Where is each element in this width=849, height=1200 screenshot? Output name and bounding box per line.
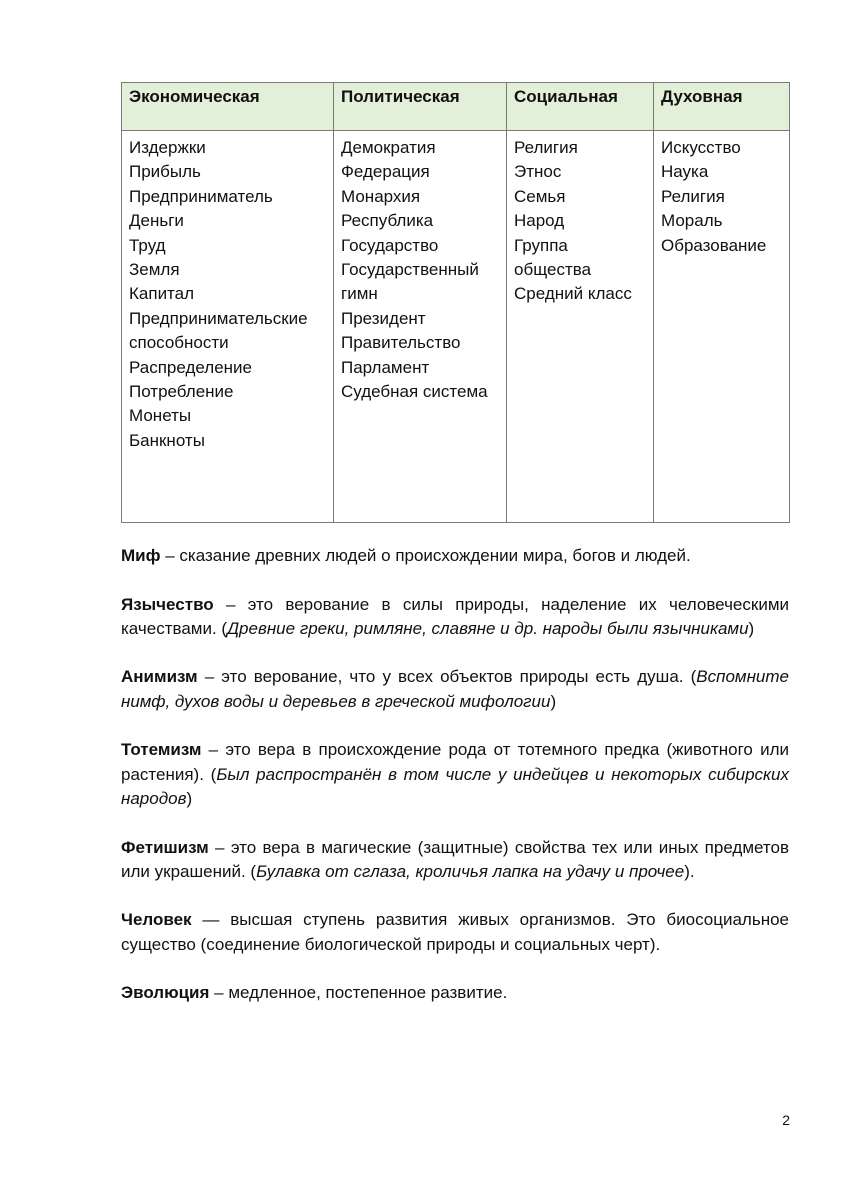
definition-tail: ). xyxy=(684,861,695,881)
table-cell-item: Предпринимательские xyxy=(129,308,308,328)
definition-term: Миф xyxy=(121,546,161,565)
definition-text: – это верование, что у всех объектов природы есть душа. ( xyxy=(197,667,697,687)
table-body-row xyxy=(122,131,790,523)
political-terms-cell xyxy=(334,131,507,523)
header-political: Политическая xyxy=(334,83,507,131)
table-cell-item: Религия xyxy=(661,186,725,206)
table-cell-item: Судебная система xyxy=(341,382,488,402)
definitions-section xyxy=(121,544,789,1030)
table-cell-item: Мораль xyxy=(661,211,723,231)
definition-text: – это верование в силы природы, наделение их человеческими качествами. ( xyxy=(121,594,789,638)
table-cell-item: Народ xyxy=(514,211,565,231)
definition-paragraph xyxy=(121,836,789,885)
definition-example: Был распространён в том числе у индейцев и некоторых сибирских народов xyxy=(121,764,789,808)
definition-paragraph xyxy=(121,981,789,1005)
table-cell-item: Банкноты xyxy=(129,430,205,450)
table-cell-item: Парламент xyxy=(341,357,430,377)
table-cell-item: Монархия xyxy=(341,186,421,206)
table-cell-item: Предприниматель xyxy=(129,186,273,206)
spheres-table xyxy=(121,82,790,523)
table-cell-item: Президент xyxy=(341,308,426,328)
header-social: Социальная xyxy=(507,83,654,131)
definition-tail: ) xyxy=(550,691,557,711)
definition-paragraph xyxy=(121,738,789,811)
definition-term: Человек xyxy=(121,910,192,930)
table-cell-item: Монеты xyxy=(129,406,192,426)
definition-example: Булавка от сглаза, кроличья лапка на удачу и прочее xyxy=(256,861,685,881)
definition-text: – это вера в происхождение рода от тотемного предка (животного или растения). ( xyxy=(121,740,789,784)
header-spiritual: Духовная xyxy=(654,83,790,131)
table-cell-item: Потребление xyxy=(129,382,234,402)
table-cell-item: Деньги xyxy=(129,211,184,231)
definition-example: Древние греки, римляне, славяне и др. народы были язычниками xyxy=(227,618,749,638)
definition-text: — высшая ступень развития живых организмов. Это биосоциальное существо (соединение биологической природы и социальных черт). xyxy=(121,910,789,954)
table-cell-item: Демократия xyxy=(341,138,436,157)
definition-term: Фетишизм xyxy=(121,837,209,857)
definition-text: – это вера в магические (защитные) свойства тех или иных предметов или украшений. ( xyxy=(121,837,789,881)
definition-term: Анимизм xyxy=(121,667,198,687)
table-cell-item: Образование xyxy=(661,235,767,255)
table-cell-item: Распределение xyxy=(129,357,252,377)
definition-paragraph xyxy=(121,544,789,568)
table-cell-item: Государственный xyxy=(341,260,479,280)
definition-example: Вспомните нимф, духов воды и деревьев в греческой мифологии xyxy=(121,667,789,711)
economic-terms-cell xyxy=(122,131,334,523)
table-cell-item: Группа xyxy=(514,235,568,255)
table-cell-item: Искусство xyxy=(661,138,741,157)
table-cell-item: Религия xyxy=(514,138,578,157)
spiritual-terms-cell xyxy=(654,131,790,523)
definition-text: – медленное, постепенное развитие. xyxy=(209,983,508,1003)
table-cell-item: Труд xyxy=(129,235,166,255)
header-economic: Экономическая xyxy=(122,83,334,131)
table-cell-item: Федерация xyxy=(341,162,430,182)
table-header-row xyxy=(122,83,790,131)
definition-tail: ) xyxy=(186,788,193,808)
definition-term: Тотемизм xyxy=(121,740,202,760)
page-number: 2 xyxy=(782,1112,790,1128)
table-cell-item: Республика xyxy=(341,211,434,231)
table-cell-item: Земля xyxy=(129,260,180,280)
table-cell-item: Правительство xyxy=(341,333,461,353)
definition-text: – сказание древних людей о происхождении мира, богов и людей. xyxy=(160,546,691,565)
definition-term: Эволюция xyxy=(121,983,210,1003)
definition-tail: ) xyxy=(748,618,755,638)
table-cell-item: Наука xyxy=(661,162,709,182)
definition-paragraph xyxy=(121,665,789,714)
table-cell-item: Этнос xyxy=(514,162,562,182)
table-cell-item: Издержки xyxy=(129,138,206,157)
table-cell-item: Государство xyxy=(341,235,439,255)
table-cell-item: Средний класс xyxy=(514,284,632,304)
definition-paragraph xyxy=(121,908,789,957)
definition-paragraph xyxy=(121,593,789,642)
table-cell-item: способности xyxy=(129,333,229,353)
table-cell-item: гимн xyxy=(341,284,378,304)
definition-term: Язычество xyxy=(121,594,214,614)
table-cell-item: Прибыль xyxy=(129,162,201,182)
table-cell-item: общества xyxy=(514,260,592,280)
table-cell-item: Семья xyxy=(514,186,566,206)
table-cell-item: Капитал xyxy=(129,284,195,304)
social-terms-cell xyxy=(507,131,654,523)
